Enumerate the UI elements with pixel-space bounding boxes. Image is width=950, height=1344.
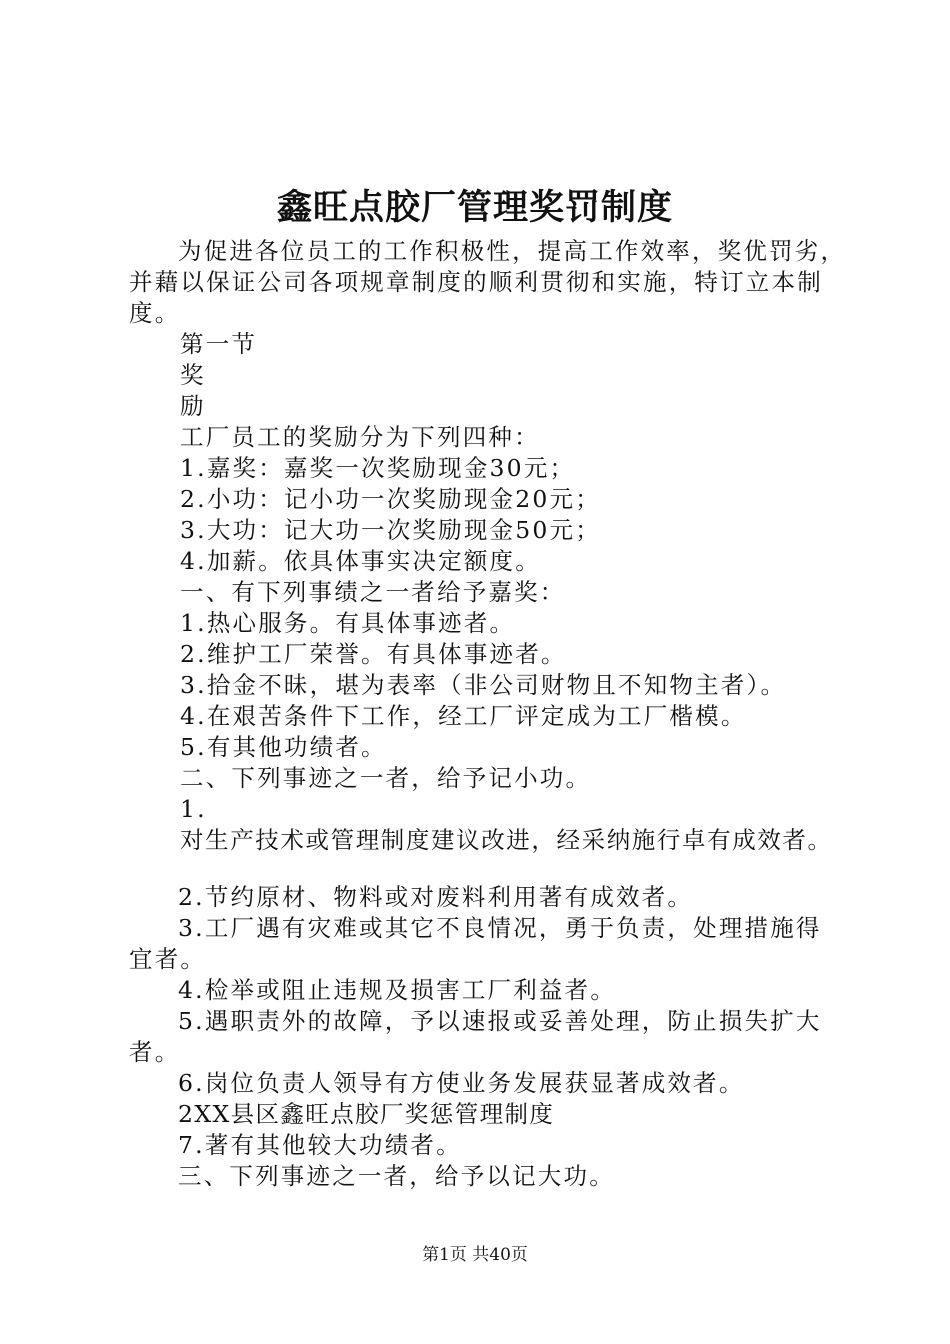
subsection-heading: 三、下列事迹之一者，给予以记大功。 <box>178 1162 615 1190</box>
list-item: 4.在艰苦条件下工作，经工厂评定成为工厂楷模。 <box>180 702 747 730</box>
section-heading: 第一节 <box>180 330 258 358</box>
page-footer: 第1页 共40页 <box>422 1245 528 1265</box>
list-item: 4.检举或阻止违规及损害工厂利益者。 <box>178 976 617 1004</box>
list-item: 4.加薪。依具体事实决定额度。 <box>180 547 541 575</box>
paragraph-line: 工厂员工的奖励分为下列四种： <box>180 423 540 451</box>
list-item: 1. <box>180 795 207 823</box>
section-heading: 奖 <box>180 361 206 389</box>
list-item: 6.岗位负责人领导有方使业务发展获显著成效者。 <box>178 1069 745 1097</box>
list-item: 3.工厂遇有灾难或其它不良情况，勇于负责，处理措施得 <box>178 914 822 942</box>
list-item: 1.嘉奖：嘉奖一次奖励现金30元； <box>180 454 576 482</box>
subsection-heading: 一、有下列事绩之一者给予嘉奖： <box>180 578 566 606</box>
section-heading: 励 <box>180 392 206 420</box>
paragraph-line: 为促进各位员工的工作积极性，提高工作效率，奖优罚劣， <box>178 237 847 265</box>
paragraph-line: 度。 <box>129 299 181 327</box>
list-item: 3.大功：记大功一次奖励现金50元； <box>180 516 601 544</box>
list-item: 对生产技术或管理制度建议改进，经采纳施行卓有成效者。 <box>180 826 833 854</box>
list-item: 3.拾金不昧，堪为表率（非公司财物且不知物主者）。 <box>180 671 787 699</box>
list-item: 2.小功：记小功一次奖励现金20元； <box>180 485 601 513</box>
document-title: 鑫旺点胶厂管理奖罚制度 <box>276 187 673 228</box>
list-item: 5.遇职责外的故障，予以速报或妥善处理，防止损失扩大 <box>178 1007 822 1035</box>
subsection-heading: 二、下列事迹之一者，给予记小功。 <box>180 764 592 792</box>
list-item: 2.节约原材、物料或对废料利用著有成效者。 <box>178 883 694 911</box>
list-item: 者。 <box>129 1038 181 1066</box>
paragraph-line: 并藉以保证公司各项规章制度的顺利贯彻和实施，特订立本制 <box>129 268 823 296</box>
list-item: 5.有其他功绩者。 <box>180 733 387 761</box>
list-item: 宜者。 <box>129 945 207 973</box>
list-item: 2.维护工厂荣誉。有具体事迹者。 <box>180 640 567 668</box>
paragraph-line: 2XX县区鑫旺点胶厂奖惩管理制度 <box>178 1100 555 1128</box>
list-item: 7.著有其他较大功绩者。 <box>178 1131 462 1159</box>
list-item: 1.热心服务。有具体事迹者。 <box>180 609 516 637</box>
